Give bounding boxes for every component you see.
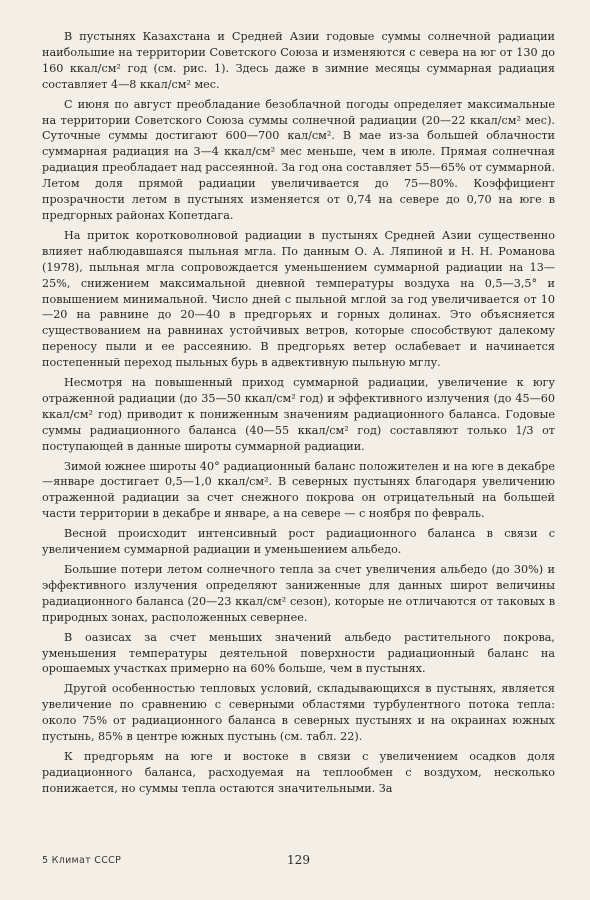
- body-text: [42, 29, 555, 797]
- paragraph-6: Весной происходит интенсивный рост радиационного баланса в связи с увеличением суммарной радиации и уменьшением альбедо.: [42, 527, 555, 557]
- printer-signature: 5 Климат СССР: [42, 855, 122, 866]
- paragraph-4: Несмотря на повышенный приход суммарной радиации, увеличение к югу отраженной радиации (до 35—50 ккал/см² год) и эффективного излучения (до 45—60 ккал/см² год) приводит к пониженным значениям радиационного баланса. Годовые суммы радиационного баланса (40—55 ккал/см² год) составляют только 1/3 от поступающей в данные широты суммарной радиации.: [42, 376, 555, 453]
- paragraph-8: В оазисах за счет меньших значений альбедо растительного покрова, уменьшения температуры деятельной поверхности радиационный баланс на орошаемых участках примерно на 60% больше, чем в пустынях.: [42, 630, 555, 676]
- page-footer: [42, 853, 555, 871]
- paragraph-3: На приток коротковолновой радиации в пустынях Средней Азии существенно влияет наблюдавшаяся пыльная мгла. По данным О. А. Ляпиной и Н. Н. Романова (1978), пыльная мгла сопровождается уменьшением суммарной радиации на 13—25%, снижением максимальной дневной температуры воздуха на 0,5—3,5° и повышением минимальной. Число дней с пыльной мглой за год увеличивается от 10—20 на равнине до 20—40 в предгорьях и горных долинах. Это объясняется существованием на равнинах устойчивых ветров, которые способствуют далекому переносу пыли и ее рассеянию. В предгорьях ветер ослабевает и начинается постепенный переход пыльных бурь в адвективную пыльную мглу.: [42, 228, 555, 370]
- paragraph-7: Большие потери летом солнечного тепла за счет увеличения альбедо (до 30%) и эффективного излучения определяют заниженные для данных широт величины радиационного баланса (20—23 ккал/см² сезон), которые не отличаются от таковых в природных зонах, расположенных севернее.: [42, 563, 555, 624]
- paragraph-2: С июня по август преобладание безоблачной погоды определяет максимальные на территории Советского Союза суммы солнечной радиации (20—22 ккал/см² мес). Суточные суммы достигают 600—700 кал/см². В мае из-за большей облачности суммарная радиация на 3—4 ккал/см² мес меньше, чем в июле. Прямая солнечная радиация преобладает над рассеянной. За год она составляет 55—65% от суммарной. Летом доля прямой радиации увеличивается до 75—80%. Коэффициент прозрачности летом в пустынях изменяется от 0,74 на севере до 0,70 на юге в предгорных районах Копетдага.: [42, 97, 555, 222]
- paragraph-10: К предгорьям на юге и востоке в связи с увеличением осадков доля радиационного баланса, расходуемая на теплообмен с воздухом, несколько понижается, но суммы тепла остаются значительными. За: [42, 749, 555, 795]
- paragraph-1: В пустынях Казахстана и Средней Азии годовые суммы солнечной радиации наибольшие на территории Советского Союза и изменяются с севера на юг от 130 до 160 ккал/см² год (см. рис. 1). Здесь даже в зимние месяцы суммарная радиация составляет 4—8 ккал/см² мес.: [42, 30, 555, 91]
- paragraph-5: Зимой южнее широты 40° радиационный баланс положителен и на юге в декабре—январе достигает 0,5—1,0 ккал/см². В северных пустынях благодаря увеличению отраженной радиации за счет снежного покрова он отрицательный на большей части территории в декабре и январе, а на севере — с ноября по февраль.: [42, 459, 555, 521]
- paragraph-9: Другой особенностью тепловых условий, складывающихся в пустынях, является увеличение по сравнению с северными областями турбулентного потока тепла: около 75% от радиационного баланса в северных пустынях и на окраинах южных пустынь, 85% в центре южных пустынь (см. табл. 22).: [42, 682, 555, 744]
- page-number: 129: [287, 853, 310, 867]
